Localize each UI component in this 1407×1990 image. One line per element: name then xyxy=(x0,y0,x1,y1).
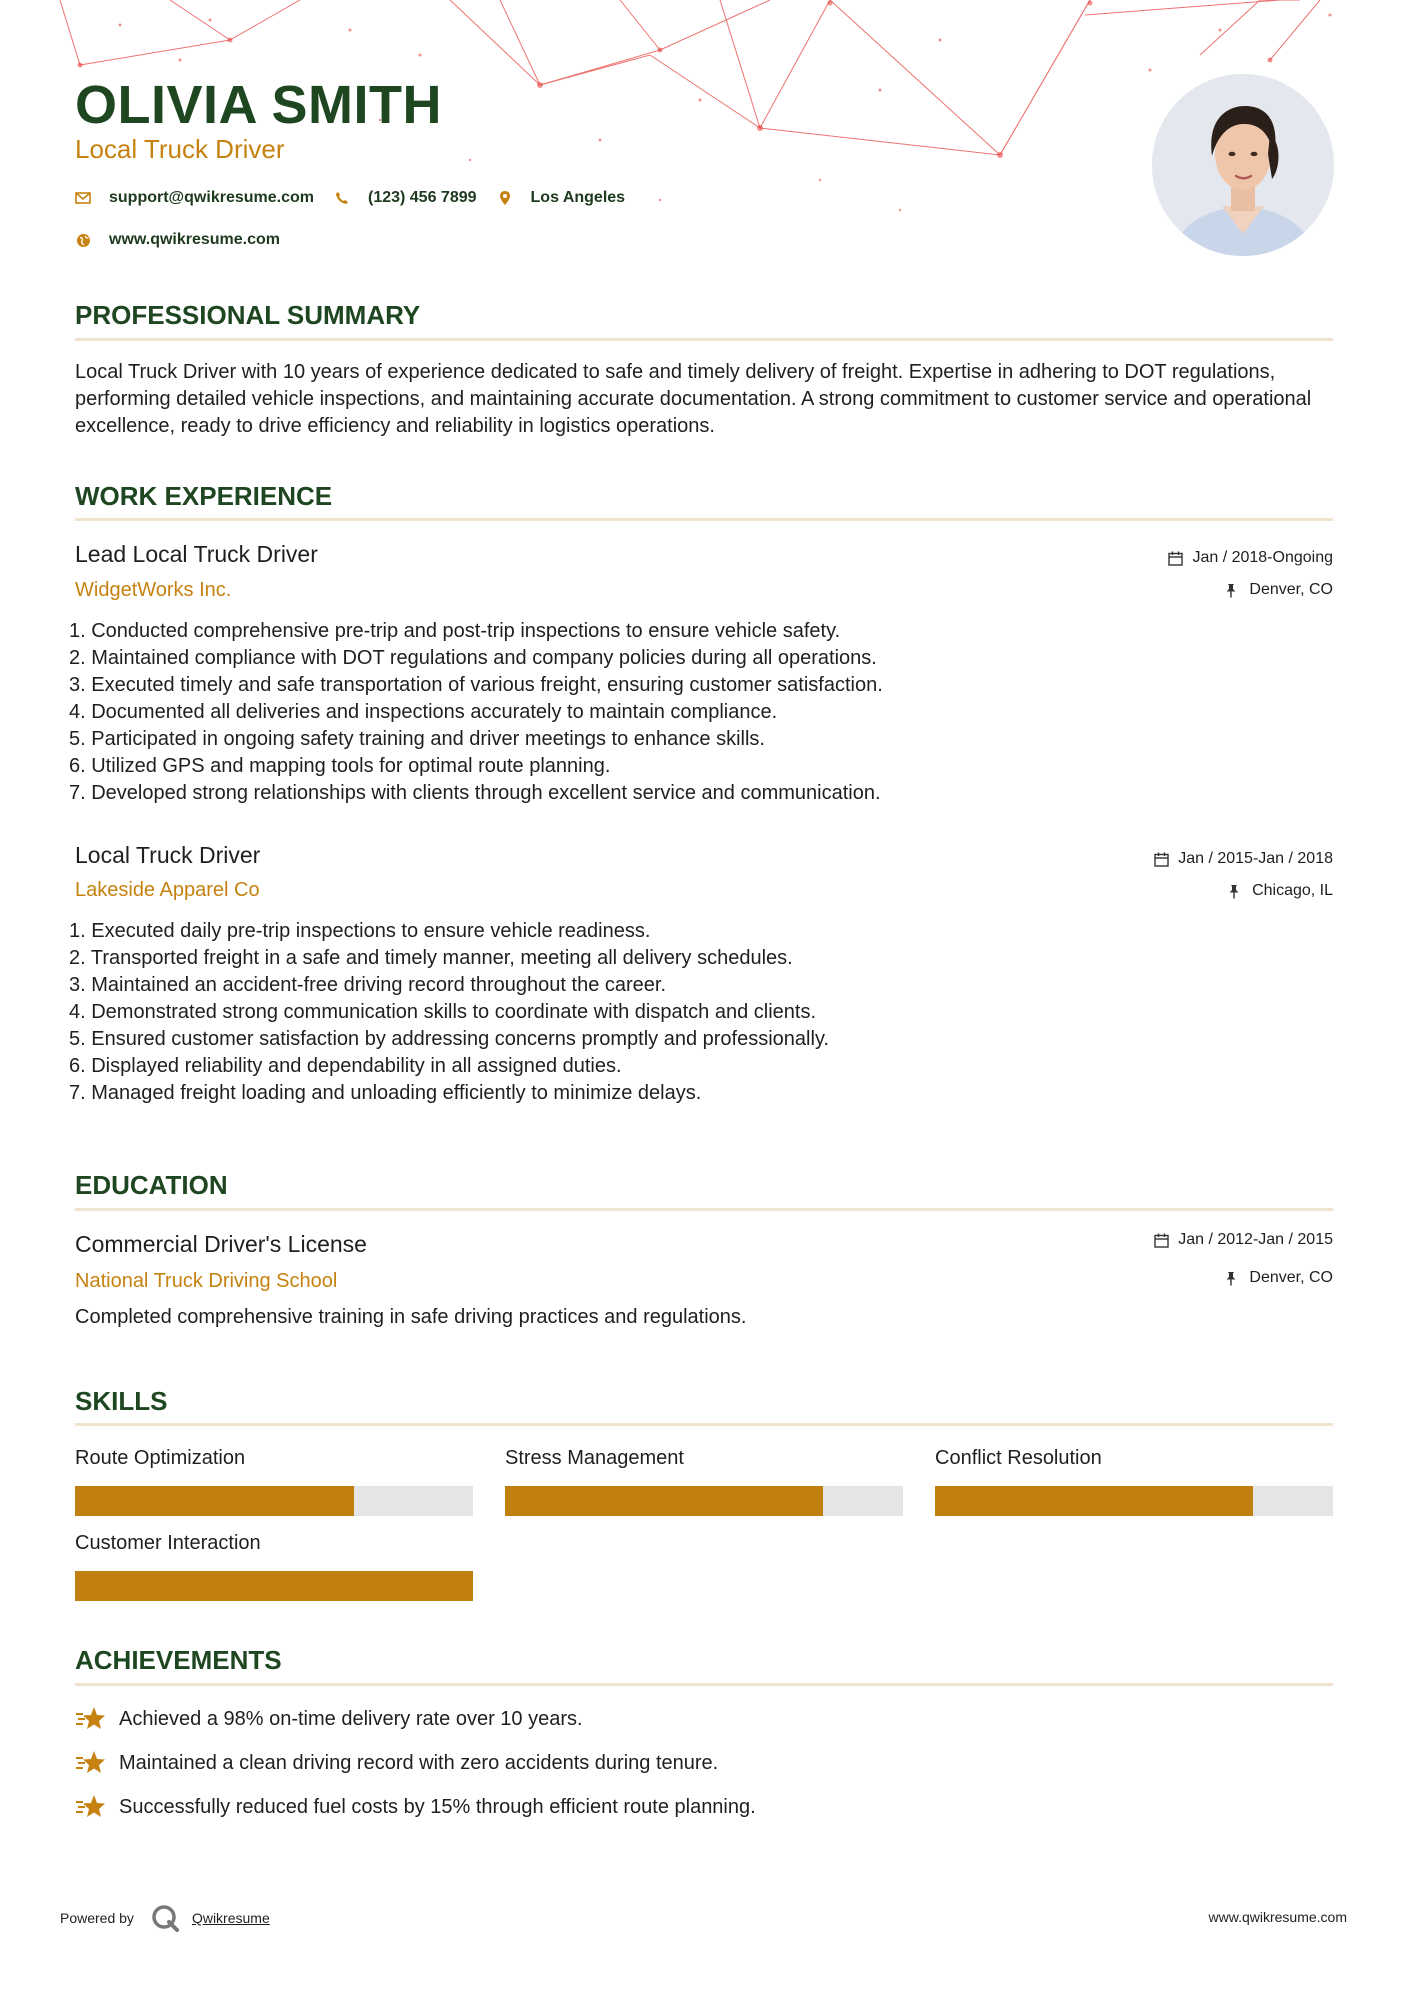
job-dates-text: Jan / 2015-Jan / 2018 xyxy=(1178,850,1333,867)
list-item: 7. Developed strong relationships with clients through excellent service and communication. xyxy=(69,782,881,804)
skill-bar-fill xyxy=(505,1486,823,1516)
skills-heading: SKILLS xyxy=(75,1386,168,1416)
candidate-role: Local Truck Driver xyxy=(75,134,285,164)
skill-label: Customer Interaction xyxy=(75,1532,261,1554)
skill-bar-fill xyxy=(75,1571,473,1601)
list-item: 1. Executed daily pre-trip inspections to ensure vehicle readiness. xyxy=(69,920,651,942)
education-heading: EDUCATION xyxy=(75,1170,228,1200)
contact-website[interactable] xyxy=(75,231,280,249)
job-location xyxy=(1228,883,1333,899)
footer-powered-by xyxy=(60,1903,270,1933)
footer-website[interactable]: www.qwikresume.com xyxy=(1208,1909,1347,1925)
skill-bar-fill xyxy=(935,1486,1253,1516)
job-bullets xyxy=(69,618,883,807)
company-name: WidgetWorks Inc. xyxy=(75,579,232,601)
powered-by-label: Powered by xyxy=(60,1910,134,1926)
achievements-heading: ACHIEVEMENTS xyxy=(75,1645,282,1675)
star-icon xyxy=(75,1749,107,1777)
list-item: 6. Utilized GPS and mapping tools for optimal route planning. xyxy=(69,755,611,777)
globe-icon xyxy=(75,232,91,248)
list-item: 2. Maintained compliance with DOT regulations and company policies during all operations. xyxy=(69,647,877,669)
qwikresume-logo-icon xyxy=(150,1903,180,1933)
list-item: 1. Conducted comprehensive pre-trip and post-trip inspections to ensure vehicle safety. xyxy=(69,620,841,642)
job-location-text: Chicago, IL xyxy=(1252,882,1333,899)
achievement-item xyxy=(75,1749,718,1777)
company-name: Lakeside Apparel Co xyxy=(75,879,260,901)
job-title: Local Truck Driver xyxy=(75,842,261,868)
skill-bar xyxy=(75,1571,473,1601)
list-item: 5. Participated in ongoing safety training and driver meetings to enhance skills. xyxy=(69,728,765,750)
job-location xyxy=(1225,582,1333,598)
school-name: National Truck Driving School xyxy=(75,1270,338,1292)
list-item: 6. Displayed reliability and dependability in all assigned duties. xyxy=(69,1055,622,1077)
skill-stress-management xyxy=(505,1448,903,1468)
skill-bar xyxy=(935,1486,1333,1516)
achievement-text: Maintained a clean driving record with zero accidents during tenure. xyxy=(119,1751,719,1774)
summary-text: Local Truck Driver with 10 years of experience dedicated to safe and timely delivery of freight. Expertise in adhering to DOT regulations, performing detailed vehicle inspections, and maintaining accurate documentation. A strong commitment to customer service and operational excellence, ready to drive efficiency and reliability in logistics operations. xyxy=(75,361,1312,437)
achievement-text: Achieved a 98% on-time delivery rate over 10 years. xyxy=(119,1707,583,1730)
email-text: support@qwikresume.com xyxy=(109,189,314,206)
summary-divider xyxy=(75,338,1333,341)
skill-label: Conflict Resolution xyxy=(935,1447,1102,1469)
skill-label: Stress Management xyxy=(505,1447,684,1469)
job-location-text: Denver, CO xyxy=(1249,581,1333,598)
contact-row-secondary xyxy=(75,231,300,249)
list-item: 4. Demonstrated strong communication skills to coordinate with dispatch and clients. xyxy=(69,1001,817,1023)
summary-heading: PROFESSIONAL SUMMARY xyxy=(75,300,421,330)
website-text: www.qwikresume.com xyxy=(109,231,281,248)
achievements-divider xyxy=(75,1683,1333,1686)
education-dates-text: Jan / 2012-Jan / 2015 xyxy=(1178,1231,1333,1248)
contact-email[interactable] xyxy=(75,189,314,207)
phone-text: (123) 456 7899 xyxy=(367,189,477,206)
education-location-text: Denver, CO xyxy=(1249,1269,1333,1286)
skill-conflict-resolution xyxy=(935,1448,1333,1468)
skill-label: Route Optimization xyxy=(75,1447,246,1469)
list-item: 3. Maintained an accident-free driving record throughout the career. xyxy=(69,974,667,996)
education-divider xyxy=(75,1208,1333,1211)
calendar-icon xyxy=(1154,852,1169,867)
achievement-item xyxy=(75,1705,583,1733)
skill-customer-interaction xyxy=(75,1533,473,1553)
contact-row-primary xyxy=(75,189,645,207)
degree-title: Commercial Driver's License xyxy=(75,1231,367,1257)
calendar-icon xyxy=(1154,1233,1169,1248)
job-dates xyxy=(1168,550,1333,566)
list-item: 5. Ensured customer satisfaction by addressing concerns promptly and professionally. xyxy=(69,1028,830,1050)
list-item: 4. Documented all deliveries and inspections accurately to maintain compliance. xyxy=(69,701,778,723)
location-text: Los Angeles xyxy=(530,189,626,206)
skills-divider xyxy=(75,1423,1333,1426)
list-item: 3. Executed timely and safe transportation of various freight, ensuring customer satisfaction. xyxy=(69,674,883,696)
pushpin-icon xyxy=(1225,1271,1240,1286)
star-icon xyxy=(75,1793,107,1821)
job-bullets xyxy=(69,918,829,1107)
qwikresume-link[interactable]: Qwikresume xyxy=(191,1910,270,1926)
map-pin-icon xyxy=(497,190,513,206)
pushpin-icon xyxy=(1228,884,1243,899)
star-icon xyxy=(75,1705,107,1733)
contact-phone[interactable] xyxy=(334,189,477,207)
contact-location xyxy=(497,189,626,207)
envelope-icon xyxy=(75,190,91,206)
achievement-text: Successfully reduced fuel costs by 15% through efficient route planning. xyxy=(119,1795,756,1818)
skill-bar-fill xyxy=(75,1486,354,1516)
job-dates-text: Jan / 2018-Ongoing xyxy=(1192,549,1333,566)
candidate-name: OLIVIA SMITH xyxy=(75,75,442,135)
skill-bar xyxy=(75,1486,473,1516)
job-title: Lead Local Truck Driver xyxy=(75,541,318,567)
job-dates xyxy=(1154,851,1333,867)
experience-heading: WORK EXPERIENCE xyxy=(75,481,333,511)
list-item: 7. Managed freight loading and unloading efficiently to minimize delays. xyxy=(69,1082,702,1104)
skill-bar xyxy=(505,1486,903,1516)
phone-icon xyxy=(334,190,350,206)
education-dates xyxy=(1154,1232,1333,1248)
education-location xyxy=(1225,1270,1333,1286)
achievement-item xyxy=(75,1793,756,1821)
education-description: Completed comprehensive training in safe driving practices and regulations. xyxy=(75,1306,747,1328)
pushpin-icon xyxy=(1225,583,1240,598)
calendar-icon xyxy=(1168,551,1183,566)
list-item: 2. Transported freight in a safe and timely manner, meeting all delivery schedules. xyxy=(69,947,793,969)
experience-divider xyxy=(75,518,1333,521)
profile-photo xyxy=(1152,74,1334,256)
skill-route-optimization xyxy=(75,1448,473,1468)
